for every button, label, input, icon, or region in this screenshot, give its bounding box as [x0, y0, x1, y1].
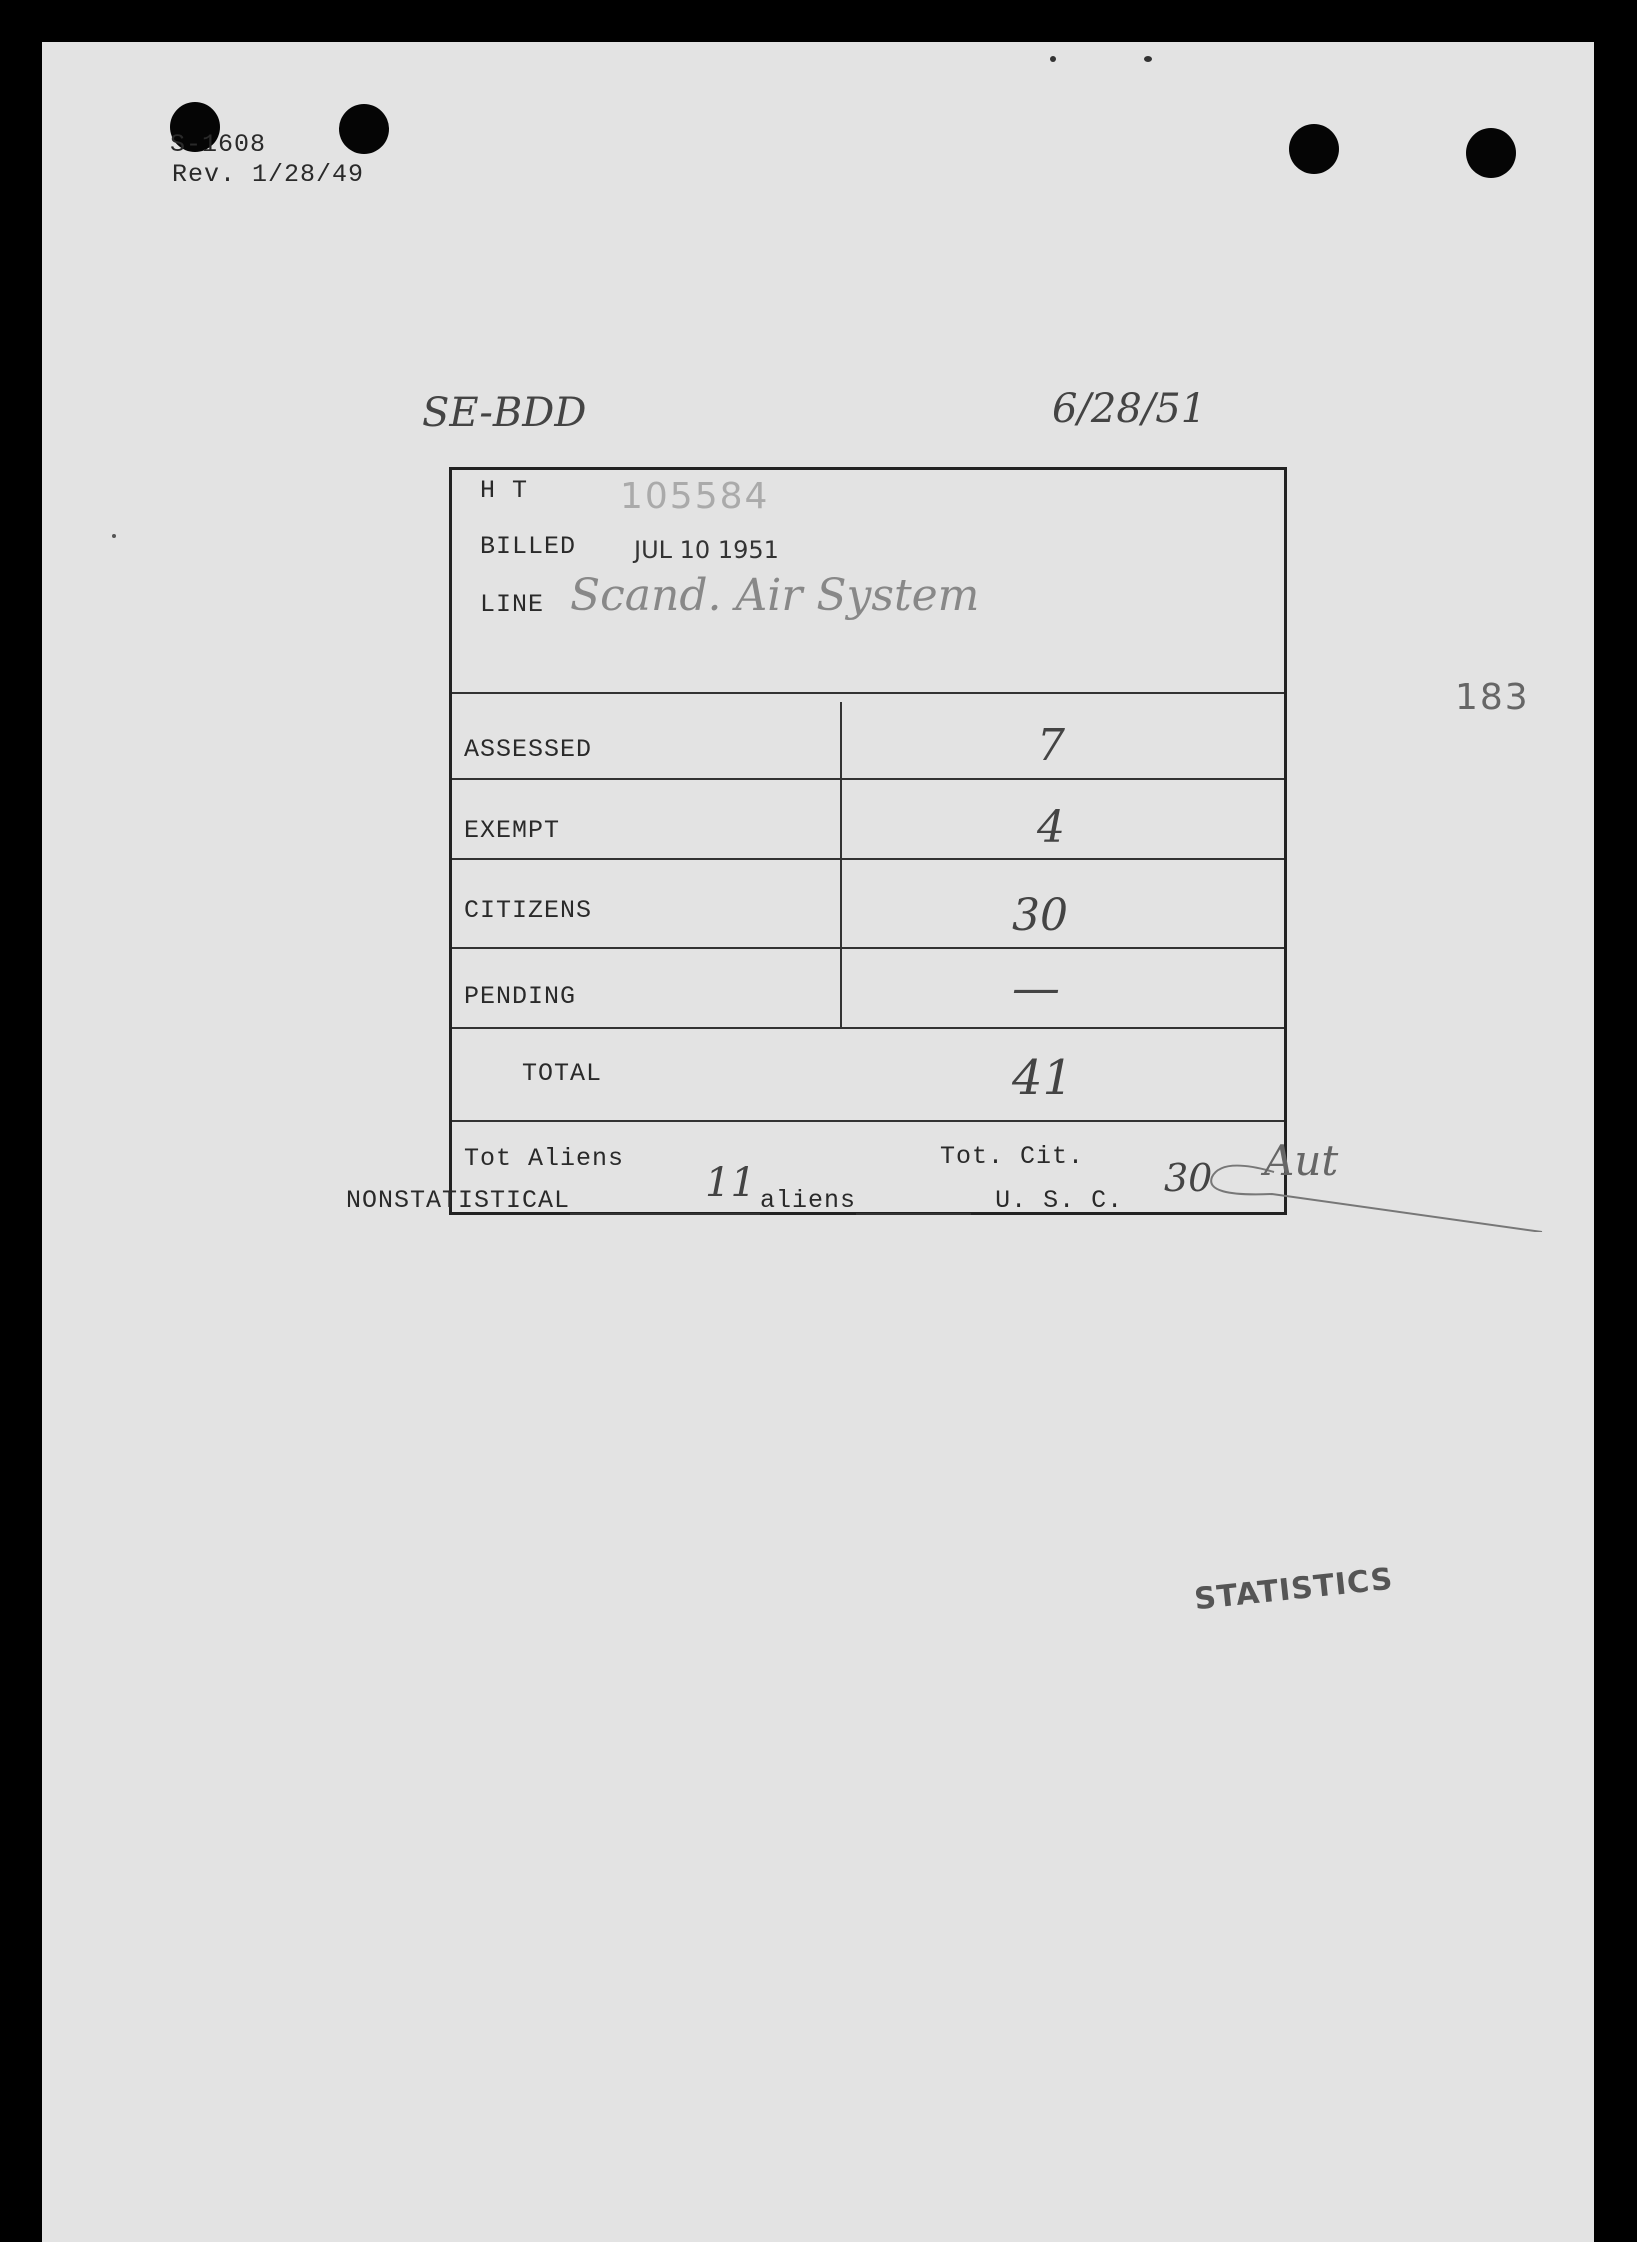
usc-label: U. S. C. — [995, 1186, 1124, 1215]
speck — [1144, 56, 1152, 62]
initials: Aut — [1264, 1136, 1339, 1185]
exempt-label: EXEMPT — [464, 816, 561, 845]
pending-value: — — [1012, 960, 1060, 1016]
nonstatistical-line — [346, 1186, 1123, 1215]
assessed-value: 7 — [1037, 720, 1065, 771]
total-label: TOTAL — [522, 1059, 603, 1088]
ht-label: H T — [480, 476, 529, 505]
total-value: 41 — [1012, 1050, 1074, 1106]
tot-cit-label: Tot. Cit. — [940, 1142, 1085, 1171]
tot-cit-value: 30 — [1164, 1156, 1213, 1200]
nonstatistical-label: NONSTATISTICAL — [346, 1186, 571, 1215]
line-label: LINE — [480, 590, 545, 619]
office-code: SE-BDD — [422, 390, 587, 436]
aliens-blank — [856, 1191, 971, 1215]
billed-label: BILLED — [480, 532, 577, 561]
billed-date-stamp: JUL 10 1951 — [634, 536, 779, 564]
exempt-value: 4 — [1037, 802, 1065, 853]
card-date: 6/28/51 — [1052, 386, 1207, 432]
document-page — [42, 42, 1594, 2242]
speck — [112, 534, 116, 538]
assessed-label: ASSESSED — [464, 735, 593, 764]
punch-hole-icon — [1466, 128, 1516, 178]
nonstatistical-blank — [570, 1191, 760, 1215]
citizens-value: 30 — [1012, 890, 1068, 941]
page-number: 183 — [1455, 677, 1530, 718]
punch-hole-icon — [1289, 124, 1339, 174]
tally-card — [449, 467, 1287, 1215]
form-revision: Rev. 1/28/49 — [172, 160, 365, 189]
line-value: Scand. Air System — [570, 570, 980, 621]
speck — [1050, 56, 1056, 62]
punch-hole-icon — [339, 104, 389, 154]
aliens-label: aliens — [760, 1186, 857, 1215]
form-number: S-1608 — [170, 130, 267, 159]
tot-aliens-label: Tot Aliens — [464, 1144, 625, 1173]
initials-scribble — [1182, 1122, 1562, 1232]
ht-number: 105584 — [620, 476, 770, 517]
tot-aliens-value: 11 — [705, 1160, 756, 1206]
pending-label: PENDING — [464, 982, 577, 1011]
citizens-label: CITIZENS — [464, 896, 593, 925]
statistics-stamp: STATISTICS — [1192, 1561, 1395, 1618]
